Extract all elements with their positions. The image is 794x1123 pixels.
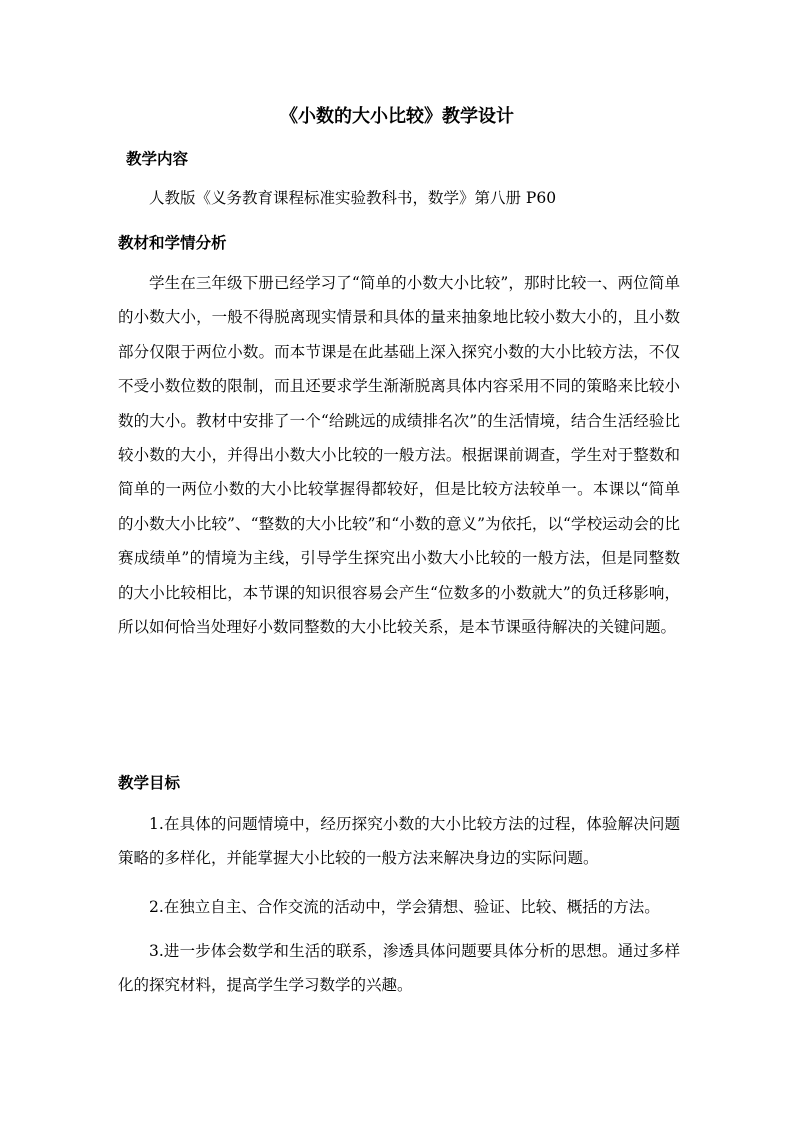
section-heading-teaching-goals: 教学目标 <box>118 773 181 792</box>
paragraph-material-analysis: 学生在三年级下册已经学习了“简单的小数大小比较”，那时比较一、两位简单的小数大小，一般不得脱离现实情景和具体的量来抽象地比较小数大小的，且小数部分仅限于两位小数。而本节课是在此基础上深入探究小数的大小比较方法，不仅不受小数位数的限制，而且还要求学生渐渐脱离具体内容采用不同的策略来比较小数的大小。教材中安排了一个“给跳远的成绩排名次”的生活情境，结合生活经验比较小数的大小，并得出小数大小比较的一般方法。根据课前调查，学生对于整数和简单的一两位小数的大小比较掌握得都较好，但是比较方法较单一。本课以“简单的小数大小比较”、“整数的大小比较”和“小数的意义”为依托，以“学校运动会的比赛成绩单”的情境为主线，引导学生探究出小数大小比较的一般方法，但是同整数的大小比较相比，本节课的知识很容易会产生“位数多的小数就大”的负迁移影响，所以如何恰当处理好小数同整数的大小比较关系，是本节课亟待解决的关键问题。 <box>118 274 680 637</box>
section-heading-teaching-content: 教学内容 <box>126 149 189 168</box>
paragraph-textbook-reference: 人教版《义务教育课程标准实验教科书，数学》第八册 P60 <box>149 189 557 207</box>
paragraph-goal-1: 1.在具体的问题情境中，经历探究小数的大小比较方法的过程，体验解决问题策略的多样化，并能掌握大小比较的一般方法来解决身边的实际问题。 <box>118 815 680 868</box>
section-heading-material-analysis: 教材和学情分析 <box>118 233 227 252</box>
paragraph-goal-3: 3.进一步体会数学和生活的联系，渗透具体问题要具体分析的思想。通过多样化的探究材料，提高学生学习数学的兴趣。 <box>118 942 680 995</box>
document-title: 《小数的大小比较》教学设计 <box>280 106 514 127</box>
paragraph-goal-2: 2.在独立自主、合作交流的活动中，学会猜想、验证、比较、概括的方法。 <box>149 898 660 916</box>
